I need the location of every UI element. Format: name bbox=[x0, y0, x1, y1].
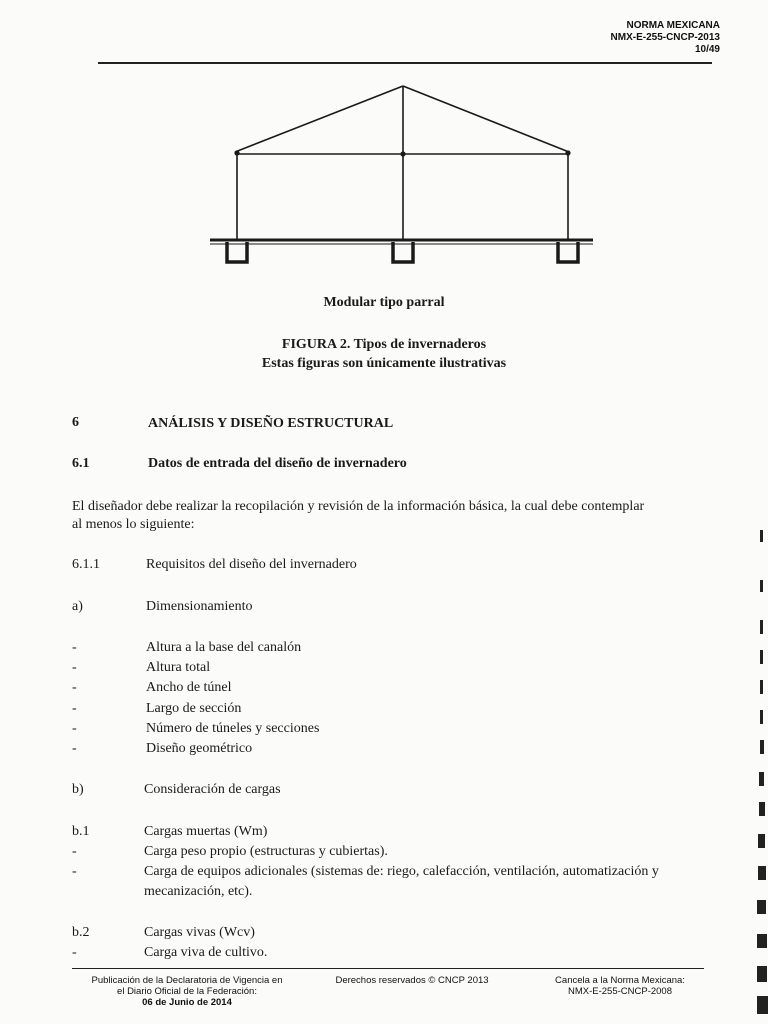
list-dash: - bbox=[72, 844, 77, 859]
header-norm-code: NMX-E-255-CNCP-2013 bbox=[610, 32, 720, 43]
dimension-item: Altura total bbox=[146, 660, 211, 675]
item-b1-title: Cargas muertas (Wm) bbox=[144, 824, 268, 839]
dimension-item: Diseño geométrico bbox=[146, 741, 253, 756]
item-b-marker: b) bbox=[72, 782, 84, 797]
section-6-1-title: Datos de entrada del diseño de invernadero bbox=[148, 456, 407, 471]
header-rule bbox=[98, 62, 712, 64]
item-b2-marker: b.2 bbox=[72, 925, 90, 940]
load-item: Carga de equipos adicionales (sistemas de: riego, calefacción, ventilación, automatización y bbox=[144, 864, 659, 879]
footer-cancels-code: NMX-E-255-CNCP-2008 bbox=[567, 986, 672, 997]
footer-publication-line-1: Publicación de la Declaratoria de Vigencia en bbox=[91, 975, 283, 986]
footer-publication-date: 06 de Junio de 2014 bbox=[142, 997, 232, 1008]
section-6-1-number: 6.1 bbox=[72, 456, 90, 471]
figure-subcaption: Modular tipo parral bbox=[323, 295, 445, 310]
item-a-title: Dimensionamiento bbox=[146, 599, 253, 614]
load-item-continuation: mecanización, etc). bbox=[144, 884, 253, 899]
list-dash: - bbox=[72, 640, 77, 655]
spiral-binding-marks bbox=[754, 520, 768, 1020]
item-b1-marker: b.1 bbox=[72, 824, 90, 839]
dimension-item: Altura a la base del canalón bbox=[146, 640, 302, 655]
intro-line-1: El diseñador debe realizar la recopilación y revisión de la información básica, la cual debe contemplar bbox=[72, 499, 645, 514]
footer-cancels bbox=[530, 975, 710, 997]
load-item: Carga peso propio (estructuras y cubiertas). bbox=[144, 844, 388, 859]
section-6-title: ANÁLISIS Y DISEÑO ESTRUCTURAL bbox=[148, 416, 394, 431]
footer-rule bbox=[72, 968, 704, 969]
figure-note: Estas figuras son únicamente ilustrativas bbox=[261, 356, 507, 371]
dimension-item: Largo de sección bbox=[146, 701, 242, 716]
list-dash: - bbox=[72, 864, 77, 879]
header-page-number: 10/49 bbox=[694, 44, 720, 55]
item-b2-title: Cargas vivas (Wcv) bbox=[144, 925, 255, 940]
header-norm-title: NORMA MEXICANA bbox=[626, 20, 720, 31]
list-dash: - bbox=[72, 741, 77, 756]
list-dash: - bbox=[72, 945, 77, 960]
list-dash: - bbox=[72, 721, 77, 736]
list-dash: - bbox=[72, 660, 77, 675]
page-header bbox=[611, 20, 720, 56]
list-dash: - bbox=[72, 701, 77, 716]
section-6-1-1-number: 6.1.1 bbox=[72, 557, 100, 572]
greenhouse-parral-diagram bbox=[205, 80, 600, 270]
footer-copyright: Derechos reservados © CNCP 2013 bbox=[335, 975, 489, 986]
item-a-marker: a) bbox=[72, 599, 83, 614]
list-dash: - bbox=[72, 680, 77, 695]
footer-publication-line-2: el Diario Oficial de la Federación: bbox=[117, 986, 257, 997]
footer-publication bbox=[72, 975, 302, 1008]
figure-caption: FIGURA 2. Tipos de invernaderos bbox=[281, 337, 487, 352]
intro-line-2: al menos lo siguiente: bbox=[72, 517, 195, 532]
item-b-title: Consideración de cargas bbox=[144, 782, 281, 797]
section-6-number: 6 bbox=[72, 415, 79, 430]
dimension-item: Ancho de túnel bbox=[146, 680, 232, 695]
footer-cancels-line-1: Cancela a la Norma Mexicana: bbox=[555, 975, 685, 986]
section-6-1-1-title: Requisitos del diseño del invernadero bbox=[146, 557, 357, 572]
dimension-item: Número de túneles y secciones bbox=[146, 721, 320, 736]
live-load-item: Carga viva de cultivo. bbox=[144, 945, 268, 960]
